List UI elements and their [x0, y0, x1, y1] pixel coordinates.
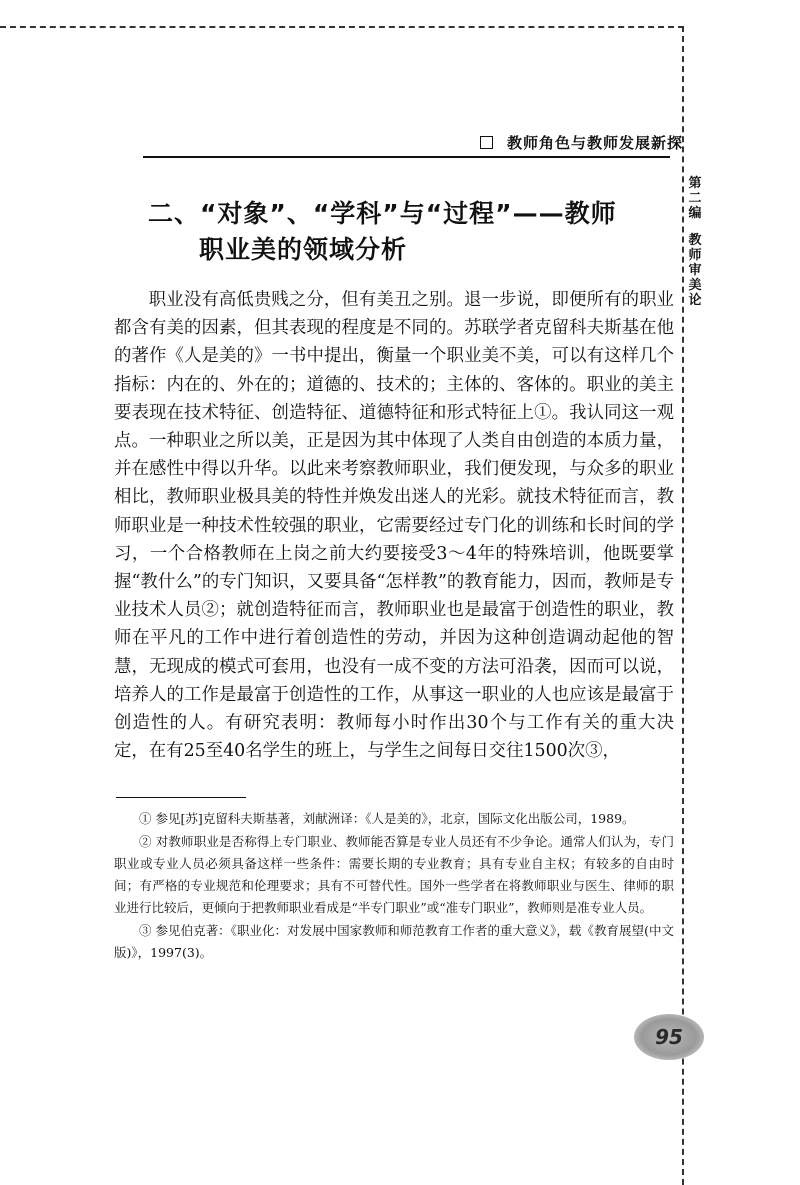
- section-title-line-1: 二、“对象”、“学科”与“过程”——教师: [148, 199, 617, 228]
- side-tab-gap: [684, 221, 706, 233]
- side-tab-char: 教: [688, 233, 702, 248]
- running-head: [480, 132, 684, 153]
- side-tab-char: 美: [688, 278, 702, 293]
- side-tab-char: 二: [688, 191, 702, 206]
- dashed-cut-line-top: [0, 26, 684, 28]
- footnotes: [114, 808, 674, 965]
- side-tab-char: 师: [688, 248, 702, 263]
- running-head-text: 教师角色与教师发展新探: [507, 134, 684, 152]
- footnote-2: ② 对教师职业是否称得上专门职业、教师能否算是专业人员还有不少争论。通常人们认为，专门职业或专业人员必须具备这样一些条件：需要长期的专业教育；具有专业自主权；有较多的自由时间；有严格的专业规范和伦理要求；具有不可替代性。国外一些学者在将教师职业与医生、律师的职业进行比较后，更倾向于把教师职业看成是“半专门职业”或“准专门职业”，教师则是准专业人员。: [114, 834, 674, 915]
- side-section-tab: [684, 176, 706, 308]
- footnote-1: ① 参见[苏]克留科夫斯基著，刘献洲译：《人是美的》，北京，国际文化出版公司，1989。: [139, 811, 635, 826]
- body-paragraph: 职业没有高低贵贱之分，但有美丑之别。退一步说，即便所有的职业都含有美的因素，但其表现的程度是不同的。苏联学者克留科夫斯基在他的著作《人是美的》一书中提出，衡量一个职业美不美，可以有这样几个指标：内在的、外在的；道德的、技术的；主体的、客体的。职业的美主要表现在技术特征、创造特征、道德特征和形式特征上①。我认同这一观点。一种职业之所以美，正是因为其中体现了人类自由创造的本质力量，并在感性中得以升华。以此来考察教师职业，我们便发现，与众多的职业相比，教师职业极具美的特性并焕发出迷人的光彩。就技术特征而言，教师职业是一种技术性较强的职业，它需要经过专门化的训练和长时间的学习，一个合格教师在上岗之前大约要接受3～4年的特殊培训，他既要掌握“教什么”的专门知识，又要具备“怎样教”的教育能力，因而，教师是专业技术人员②；就创造特征而言，教师职业也是最富于创造性的职业，教师在平凡的工作中进行着创造性的劳动，并因为这种创造调动起他的智慧，无现成的模式可套用，也没有一成不变的方法可沿袭，因而可以说，培养人的工作是最富于创造性的工作，从事这一职业的人也应该是最富于创造性的人。有研究表明：教师每小时作出30个与工作有关的重大决定，在有25至40名学生的班上，与学生之间每日交往1500次③，: [114, 290, 674, 762]
- side-tab-char: 审: [688, 263, 702, 278]
- body-text: [114, 286, 674, 765]
- footnote-3: ③ 参见伯克著：《职业化：对发展中国家教师和师范教育工作者的重大意义》，载《教育展望(中文版)》，1997(3)。: [114, 923, 674, 960]
- header-rule: [143, 156, 670, 158]
- side-tab-char: 第: [688, 176, 702, 191]
- page-number-badge: [634, 1014, 704, 1060]
- page-number: 95: [655, 1025, 683, 1049]
- section-title: [148, 196, 668, 268]
- section-title-line-2: 职业美的领域分析: [199, 235, 408, 264]
- side-tab-char: 编: [688, 206, 702, 221]
- footnote-rule: [116, 797, 246, 798]
- side-tab-char: 论: [688, 293, 702, 308]
- square-bullet-icon: [480, 136, 493, 149]
